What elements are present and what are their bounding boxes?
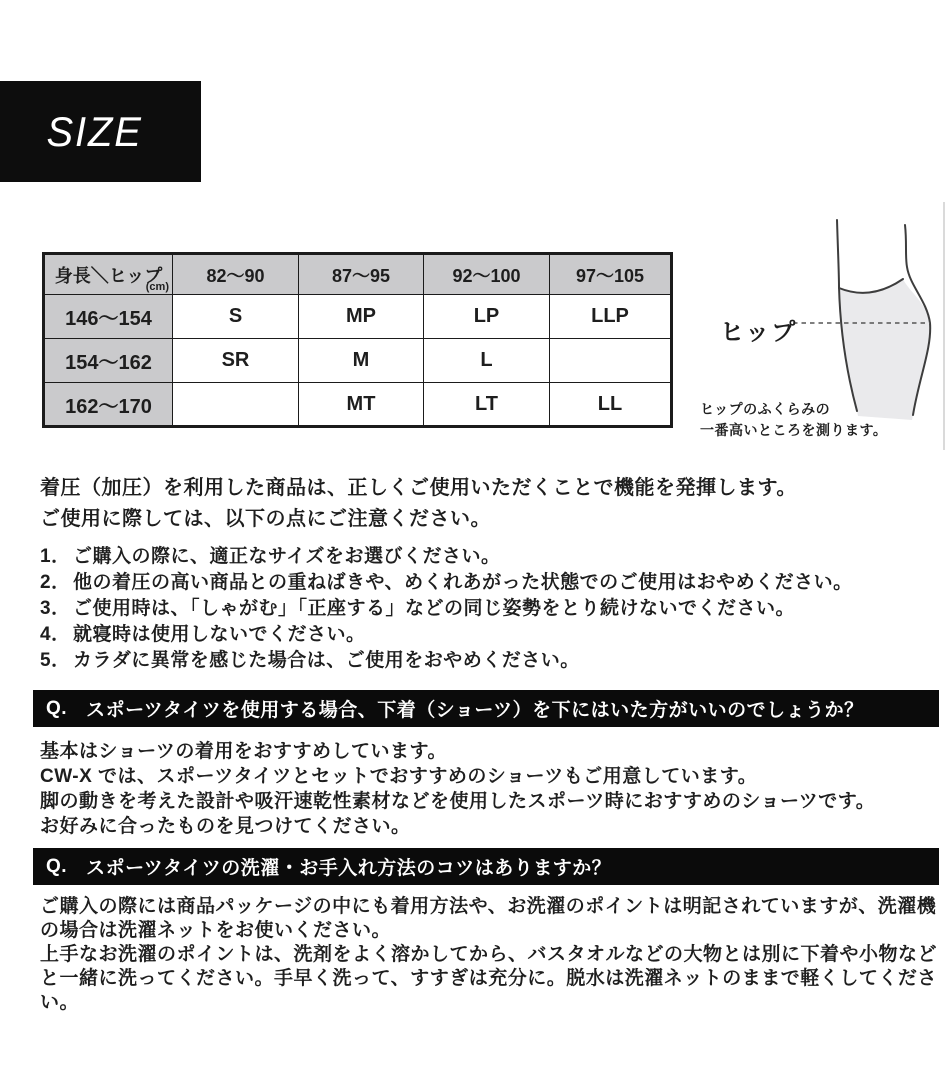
row-height-range: 146～154 <box>44 295 173 339</box>
size-cell: SR <box>173 339 299 383</box>
column-header-hip-3: 92～100 <box>424 254 550 295</box>
answer-line: CW-X では、スポーツタイツとセットでおすすめのショーツもご用意しています。 <box>40 766 758 787</box>
usage-note-list <box>40 544 926 674</box>
size-section-header <box>0 81 201 182</box>
answer-paragraph: ご購入の際には商品パッケージの中にも着用方法や、お洗濯のポイントは明記されていますが、洗濯機の場合は洗濯ネットをお使いください。 <box>40 896 937 941</box>
size-cell: LL <box>550 383 672 427</box>
corner-header-label: 身長＼ヒップ <box>54 265 163 286</box>
table-row <box>44 383 672 427</box>
size-cell: M <box>299 339 424 383</box>
size-chart-table <box>42 252 673 428</box>
list-item-number: 4． <box>40 624 71 645</box>
size-cell: LT <box>424 383 550 427</box>
usage-intro-line2: ご使用に際しては、以下の点にご注意ください。 <box>40 508 491 530</box>
column-header-hip-1: 82～90 <box>173 254 299 295</box>
answer-line: 脚の動きを考えた設計や吸汗速乾性素材などを使用したスポーツ時におすすめのショーツです。 <box>40 791 876 812</box>
size-cell: LLP <box>550 295 672 339</box>
q-label: Q. <box>46 855 68 877</box>
corner-unit-label: (cm) <box>145 281 169 293</box>
usage-notes-section <box>40 473 926 674</box>
table-corner-header <box>44 254 173 295</box>
column-header-hip-4: 97～105 <box>550 254 672 295</box>
faq-question-bar-1 <box>33 690 939 727</box>
answer-line: お好みに合ったものを見つけてください。 <box>40 816 411 837</box>
list-item-number: 2． <box>40 572 71 593</box>
answer-line: 基本はショーツの着用をおすすめしています。 <box>40 741 448 762</box>
size-cell: LP <box>424 295 550 339</box>
size-cell: S <box>173 295 299 339</box>
size-cell <box>173 383 299 427</box>
hip-label: ヒップ <box>720 319 798 346</box>
hip-caption-line1: ヒップのふくらみの <box>700 401 831 417</box>
size-cell: MP <box>299 295 424 339</box>
faq-question-bar-2 <box>33 848 939 885</box>
table-row <box>44 339 672 383</box>
size-cell <box>550 339 672 383</box>
size-cell: MT <box>299 383 424 427</box>
list-item <box>40 570 926 596</box>
hip-caption <box>700 399 887 441</box>
usage-intro-line1: 着圧（加圧）を利用した商品は、正しくご使用いただくことで機能を発揮します。 <box>40 477 797 499</box>
list-item-number: 5． <box>40 650 71 671</box>
q-label: Q. <box>46 697 68 719</box>
faq-question-text: スポーツタイツを使用する場合、下着（ショーツ）を下にはいた方がいいのでしょうか？ <box>86 700 864 721</box>
list-item <box>40 622 926 648</box>
answer-paragraph: 上手なお洗濯のポイントは、洗剤をよく溶かしてから、バスタオルなどの大物とは別に下着や小物などと一緒に洗ってください。手早く洗って、すすぎは充分に。脱水は洗濯ネットのままで軽くしてください。 <box>40 944 938 1013</box>
list-item-text: カラダに異常を感じた場合は、ご使用をおやめください。 <box>73 650 580 671</box>
column-header-hip-2: 87～95 <box>299 254 424 295</box>
list-item-text: 就寝時は使用しないでください。 <box>73 624 366 645</box>
table-header-row <box>44 254 672 295</box>
list-item <box>40 648 926 674</box>
size-cell: L <box>424 339 550 383</box>
list-item-text: 他の着圧の高い商品との重ねばきや、めくれあがった状態でのご使用はおやめください。 <box>73 572 853 593</box>
row-height-range: 162～170 <box>44 383 173 427</box>
size-title: SIZE <box>46 107 143 155</box>
list-item <box>40 544 926 570</box>
list-item-number: 3． <box>40 598 71 619</box>
list-item <box>40 596 926 622</box>
row-height-range: 154～162 <box>44 339 173 383</box>
faq-answer-2 <box>40 895 940 1015</box>
list-item-number: 1． <box>40 546 71 567</box>
list-item-text: ご使用時は、「しゃがむ」「正座する」などの同じ姿勢をとり続けないでください。 <box>73 598 796 619</box>
faq-answer-1 <box>40 739 940 839</box>
list-item-text: ご購入の際に、適正なサイズをお選びください。 <box>73 546 501 567</box>
table-row <box>44 295 672 339</box>
hip-caption-line2: 一番高いところを測ります。 <box>700 422 888 438</box>
faq-question-text: スポーツタイツの洗濯・お手入れ方法のコツはありますか？ <box>86 858 612 879</box>
